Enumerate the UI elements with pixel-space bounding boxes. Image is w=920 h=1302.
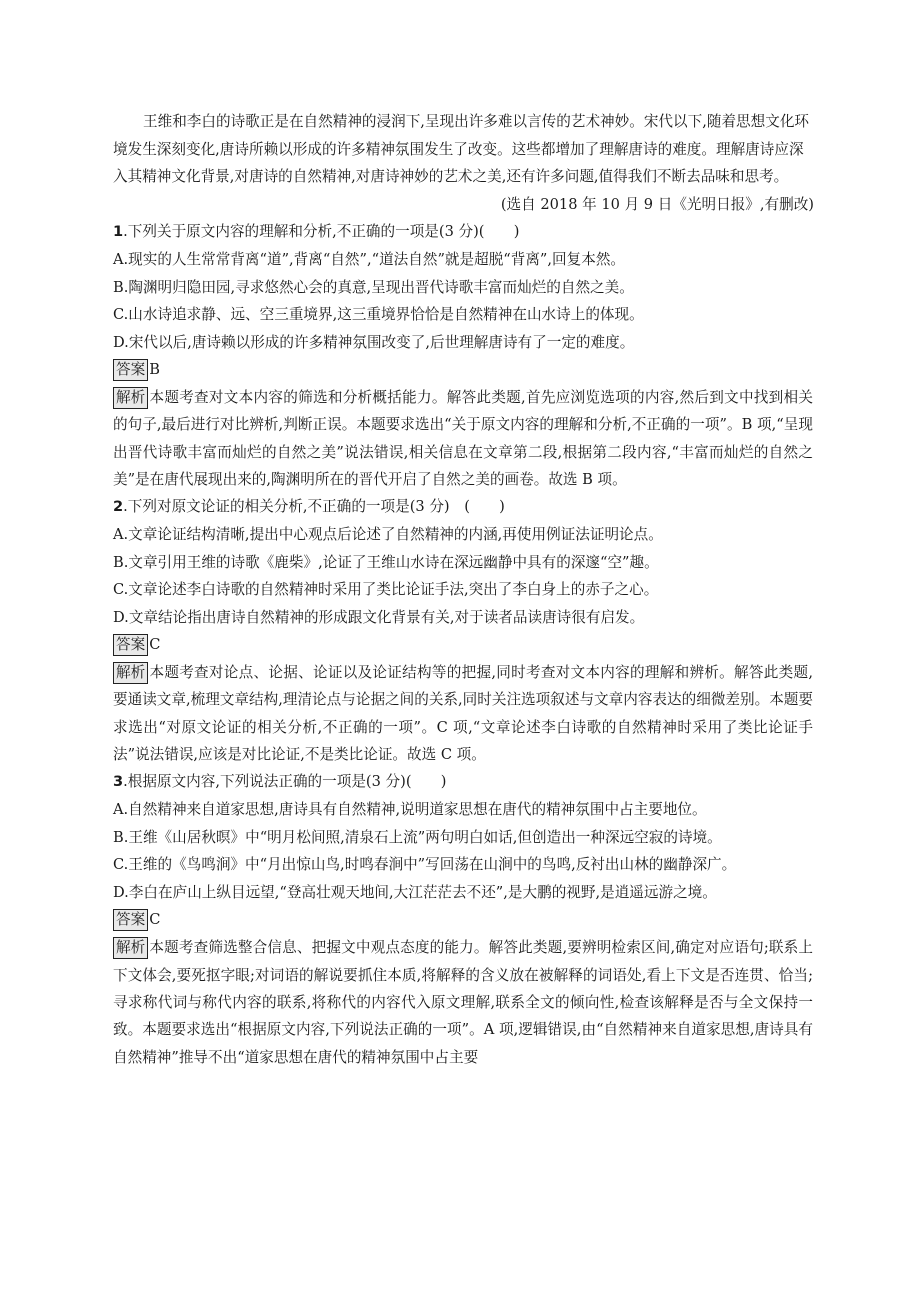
analysis-block: [113, 659, 813, 768]
option-b: B.王维《山居秋暝》中“明月松间照,清泉石上流”两句明白如话,但创造出一种深远空寂的诗境。: [113, 828, 722, 846]
question-stem: [113, 493, 813, 521]
question-text: .下列关于原文内容的理解和分析,不正确的一项是(3 分)( ): [123, 223, 520, 240]
passage-source: (选自 2018 年 10 月 9 日《光明日报》,有删改): [500, 195, 814, 213]
analysis-text: 本题考查对论点、论据、论证以及论证结构等的把握,同时考查对文本内容的理解和辨析。解答此类题,要通读文章,梳理文章结构,理清论点与论据之间的关系,同时关注选项叙述与文章内容表达的细微差别。本题要求选出“对原文论证的相关分析,不正确的一项”。C 项,“文章论述李白诗歌的自然精神时采用了类比论证手法”说法错误,应该是对比论证,不是类比论证。故选 C 项。: [113, 664, 813, 764]
option-c: C.山水诗追求静、远、空三重境界,这三重境界恰恰是自然精神在山水诗上的体现。: [113, 306, 644, 323]
answer-row: [113, 906, 813, 934]
passage-paragraph: 王维和李白的诗歌正是在自然精神的浸润下,呈现出许多难以言传的艺术神妙。宋代以下,随着思想文化环境发生深刻变化,唐诗所赖以形成的许多精神氛围发生了改变。这些都增加了理解唐诗的难度。理解唐诗应深入其精神文化背景,对唐诗的自然精神,对唐诗神妙的艺术之美,还有许多问题,值得我们不断去品味和思考。: [113, 113, 810, 185]
question-number: 1: [113, 223, 124, 240]
option-d: D.文章结论指出唐诗自然精神的形成跟文化背景有关,对于读者品读唐诗很有启发。: [113, 608, 645, 626]
analysis-text: 本题考查筛选整合信息、把握文中观点态度的能力。解答此类题,要辨明检索区间,确定对应语句;联系上下文体会,要死抠字眼;对词语的解说要抓住本质,将解释的含义放在被解释的词语处,看上下文是否连贯、恰当;寻求称代词与称代内容的联系,将称代的内容代入原文理解,联系全文的倾向性,检查该解释是否与全文保持一致。本题要求选出“根据原文内容,下列说法正确的一项”。A 项,逻辑错误,由“自然精神来自道家思想,唐诗具有自然精神”推导不出“道家思想在唐代的精神氛围中占主要: [113, 939, 813, 1066]
analysis-tag: 解析: [113, 662, 148, 684]
question-text: .根据原文内容,下列说法正确的一项是(3 分)( ): [123, 773, 447, 791]
answer-tag: 答案: [113, 634, 148, 656]
option-c: C.文章论述李白诗歌的自然精神时采用了类比论证手法,突出了李白身上的赤子之心。: [113, 581, 659, 599]
option-a: A.文章论证结构清晰,提出中心观点后论述了自然精神的内涵,再使用例证法证明论点。: [113, 526, 663, 544]
question-number: 2: [113, 498, 124, 516]
question-stem: [113, 768, 813, 796]
answer-row: [113, 356, 813, 384]
option-b: B.文章引用王维的诗歌《鹿柴》,论证了王维山水诗在深远幽静中具有的深邃“空”趣。: [113, 553, 659, 571]
analysis-block: [113, 384, 813, 493]
option-a: A.现实的人生常常背离“道”,背离“自然”,“道法自然”就是超脱“背离”,回复本然。: [113, 251, 626, 268]
option-b: B.陶渊明归隐田园,寻求悠然心会的真意,呈现出晋代诗歌丰富而灿烂的自然之美。: [113, 278, 634, 296]
option-d: D.宋代以后,唐诗赖以形成的许多精神氛围改变了,后世理解唐诗有了一定的难度。: [113, 333, 635, 351]
analysis-tag: 解析: [113, 937, 148, 959]
answer-value: B: [149, 361, 160, 378]
answer-value: C: [149, 636, 161, 654]
analysis-block: [113, 934, 813, 1070]
document-page: [113, 108, 813, 1071]
option-d: D.李白在庐山上纵目远望,“登高壮观天地间,大江茫茫去不还”,是大鹏的视野,是逍遥远游之境。: [113, 883, 717, 901]
option-a: A.自然精神来自道家思想,唐诗具有自然精神,说明道家思想在唐代的精神氛围中占主要地位。: [113, 801, 707, 819]
question-text: .下列对原文论证的相关分析,不正确的一项是(3 分) ( ): [123, 498, 505, 516]
option-c: C.王维的《鸟鸣涧》中“月出惊山鸟,时鸣春涧中”写回荡在山涧中的鸟鸣,反衬出山林的幽静深广。: [113, 856, 737, 874]
question-number: 3: [113, 773, 124, 791]
answer-value: C: [149, 911, 161, 929]
analysis-tag: 解析: [113, 387, 148, 409]
answer-tag: 答案: [113, 359, 148, 381]
answer-row: [113, 631, 813, 659]
answer-tag: 答案: [113, 909, 148, 931]
question-stem: [113, 218, 813, 246]
analysis-text: 本题考查对文本内容的筛选和分析概括能力。解答此类题,首先应浏览选项的内容,然后到文中找到相关的句子,最后进行对比辨析,判断正误。本题要求选出“关于原文内容的理解和分析,不正确的一项”。B 项,“呈现出晋代诗歌丰富而灿烂的自然之美”说法错误,相关信息在文章第二段,根据第二段内容,“丰富而灿烂的自然之美”是在唐代展现出来的,陶渊明所在的晋代开启了自然之美的画卷。故选 B 项。: [113, 389, 813, 488]
